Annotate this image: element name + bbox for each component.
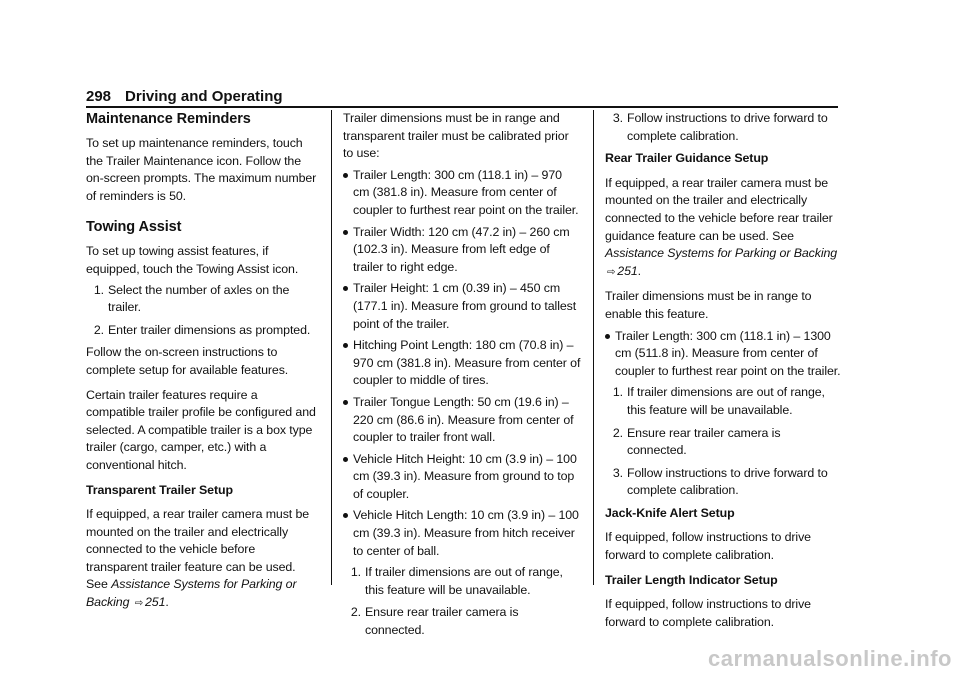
maintenance-reminders-text: To set up maintenance reminders, touch the Trailer Maintenance icon. Follow the on-screen prompts. The maximum number of reminders is 50.	[86, 136, 317, 203]
transparent-trailer-heading: Transparent Trailer Setup	[86, 482, 233, 497]
list-item: Trailer Length: 300 cm (118.1 in) – 970 cm (381.8 in). Measure from center of coupler to furthest rear point on the trailer.	[343, 167, 581, 220]
step-number: 3.	[612, 465, 623, 480]
dimension-list	[343, 167, 581, 560]
reference-arrow-icon: ⇨	[134, 598, 144, 610]
step-number: 1.	[350, 565, 361, 580]
step-text: Ensure rear trailer camera is connected.	[365, 605, 519, 638]
step-text: Follow instructions to drive forward to complete calibration.	[627, 465, 828, 498]
column-divider	[331, 110, 332, 585]
list-item	[605, 425, 841, 460]
towing-steps	[86, 282, 318, 340]
rear-dimension-list	[605, 328, 841, 381]
reference-arrow-icon: ⇨	[607, 266, 616, 278]
list-item	[343, 604, 581, 639]
cross-reference-link[interactable]: Assistance Systems for Parking or Backing	[605, 246, 838, 261]
section-title: Driving and Operating	[125, 88, 283, 105]
list-item: Trailer Width: 120 cm (47.2 in) – 260 cm (102.3 in). Measure from left edge of trailer to right edge.	[343, 224, 581, 277]
list-item	[86, 322, 318, 340]
follow-instructions-text: Follow the on-screen instructions to complete setup for available features.	[86, 345, 289, 377]
step-text: Select the number of axles on the trailer.	[108, 282, 290, 315]
towing-assist-heading: Towing Assist	[86, 219, 182, 236]
list-item: Vehicle Hitch Height: 10 cm (3.9 in) – 100 cm (39.3 in). Measure from ground to top of coupler.	[343, 451, 581, 504]
list-item	[343, 564, 581, 599]
compatible-trailer-text: Certain trailer features require a compatible trailer profile be configured and selected. A compatible trailer is a box type trailer (cargo, camper, etc.) with a conventional hitch.	[86, 387, 316, 472]
calibration-steps	[343, 564, 581, 639]
list-item	[605, 465, 841, 500]
column-3	[605, 110, 841, 638]
step-text: If trailer dimensions are out of range, this feature will be unavailable.	[627, 385, 825, 417]
list-item: Hitching Point Length: 180 cm (70.8 in) – 970 cm (381.8 in). Measure from center of coupler to middle of tires.	[343, 337, 581, 390]
maintenance-reminders-heading: Maintenance Reminders	[86, 111, 251, 127]
page-header	[86, 84, 838, 108]
rear-trailer-guidance-heading: Rear Trailer Guidance Setup	[605, 151, 769, 166]
watermark: carmanualsonline.info	[708, 646, 952, 671]
trailer-length-indicator-text: If equipped, follow instructions to drive forward to complete calibration.	[605, 597, 811, 629]
column-2	[343, 110, 581, 645]
column-1	[86, 110, 318, 620]
reference-page[interactable]: 251	[617, 263, 638, 278]
towing-assist-intro: To set up towing assist features, if equipped, touch the Towing Assist icon.	[86, 244, 299, 276]
step-text: Ensure rear trailer camera is connected.	[627, 425, 781, 458]
step-text: Follow instructions to drive forward to complete calibration.	[627, 111, 828, 143]
reference-page[interactable]: 251	[145, 595, 166, 610]
step-number: 2.	[350, 605, 361, 620]
range-text: Trailer dimensions must be in range to enable this feature.	[605, 289, 812, 321]
jack-knife-heading: Jack-Knife Alert Setup	[605, 505, 735, 520]
dimensions-intro: Trailer dimensions must be in range and transparent trailer must be calibrated prior to use:	[343, 111, 569, 161]
list-item	[605, 384, 841, 419]
list-item	[86, 282, 318, 317]
step-text: Enter trailer dimensions as prompted.	[108, 322, 311, 337]
step-number: 3.	[612, 111, 623, 125]
trailer-length-indicator-heading: Trailer Length Indicator Setup	[605, 572, 778, 587]
cross-reference-link[interactable]: Assistance Systems for Parking or Backing	[86, 577, 297, 610]
rear-trailer-guidance-text: If equipped, a rear trailer camera must be mounted on the trailer and electrically connected to the vehicle before rear trailer guidance feature can be used. See Assistance Systems for Parking or Backing ⇨ 251.	[605, 175, 838, 278]
transparent-trailer-text: If equipped, a rear trailer camera must be mounted on the trailer and electrically connected to the vehicle before transparent trailer feature can be used. See Assistance Systems for Parking or Backing ⇨ 251.	[86, 507, 310, 610]
step-number: 2.	[93, 322, 104, 337]
list-item	[605, 110, 841, 145]
step-number: 1.	[612, 385, 623, 400]
list-item: Vehicle Hitch Length: 10 cm (3.9 in) – 100 cm (39.3 in). Measure from hitch receiver to center of ball.	[343, 507, 581, 560]
calibration-steps-continued	[605, 110, 841, 145]
page-number: 298	[86, 88, 112, 105]
column-divider	[593, 110, 594, 585]
list-item: Trailer Length: 300 cm (118.1 in) – 1300 cm (511.8 in). Measure from center of coupler to furthest rear point on the trailer.	[605, 328, 841, 381]
list-item: Trailer Height: 1 cm (0.39 in) – 450 cm (177.1 in). Measure from ground to tallest point of the trailer.	[343, 280, 581, 333]
list-item: Trailer Tongue Length: 50 cm (19.6 in) – 220 cm (86.6 in). Measure from center of coupler to trailer front wall.	[343, 394, 581, 447]
rear-calibration-steps	[605, 384, 841, 500]
step-number: 2.	[612, 425, 623, 440]
step-text: If trailer dimensions are out of range, this feature will be unavailable.	[365, 565, 563, 597]
step-number: 1.	[93, 282, 104, 297]
jack-knife-text: If equipped, follow instructions to drive forward to complete calibration.	[605, 530, 811, 563]
